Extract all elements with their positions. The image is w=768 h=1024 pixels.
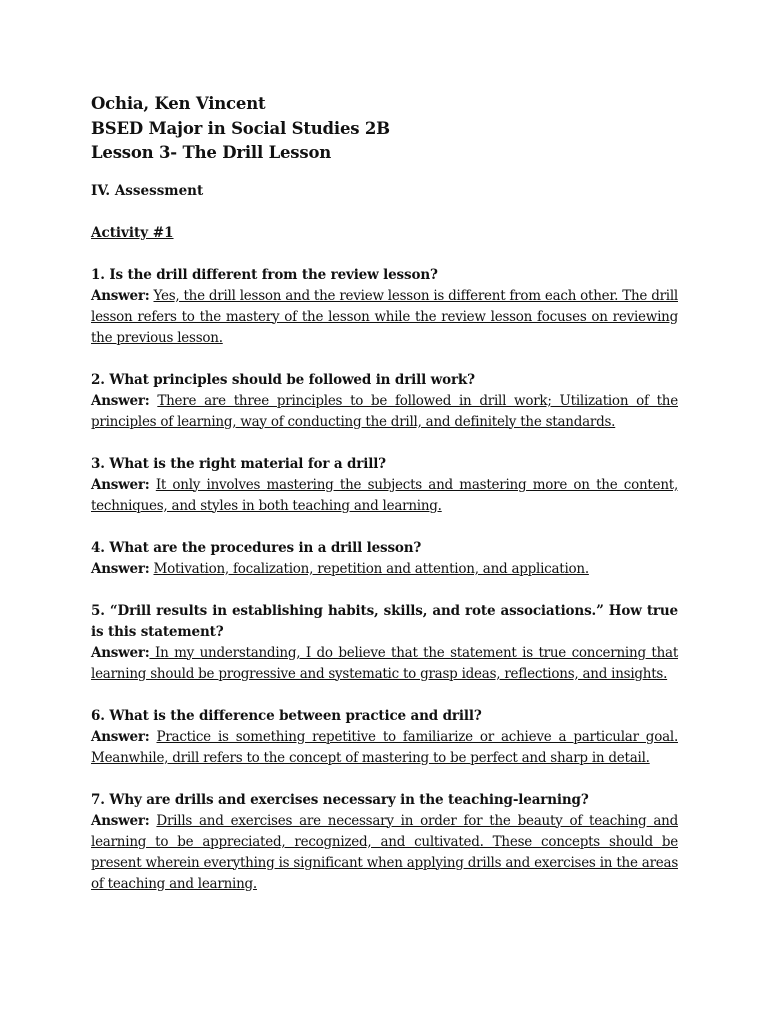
question-text: 3. What is the right material for a drill? [91, 455, 386, 472]
qa-item [91, 601, 678, 685]
answer-text: Drills and exercises are necessary in order for the beauty of teaching and learning to be appreciated, recognized, and cultivated. These concepts should be present wherein everything is significant when applying drills and exercises in the areas of teaching and learning. [91, 812, 678, 892]
question-text: 7. Why are drills and exercises necessary in the teaching-learning? [91, 791, 589, 808]
answer-text: Yes, the drill lesson and the review lesson is different from each other. The drill lesson refers to the mastery of the lesson while the review lesson focuses on reviewing the previous lesson. [91, 287, 678, 346]
question-text: 5. “Drill results in establishing habits, skills, and rote associations.” How true is this statement? [91, 602, 678, 640]
answer-label: Answer: [91, 728, 150, 745]
student-program: BSED Major in Social Studies 2B [91, 118, 390, 138]
qa-item [91, 538, 678, 580]
document-header [91, 92, 678, 166]
qa-item [91, 790, 678, 895]
qa-item [91, 454, 678, 517]
question-text: 6. What is the difference between practice and drill? [91, 707, 482, 724]
answer-label: Answer: [91, 476, 150, 493]
answer-block [91, 643, 678, 685]
answer-text: Practice is something repetitive to familiarize or achieve a particular goal. Meanwhile, drill refers to the concept of mastering to be perfect and sharp in detail. [91, 728, 678, 766]
answer-label: Answer: [91, 392, 150, 409]
qa-item [91, 265, 678, 349]
document-page [91, 92, 678, 895]
answer-label: Answer: [91, 287, 150, 304]
activity-heading: Activity #1 [91, 224, 174, 241]
lesson-title: Lesson 3- The Drill Lesson [91, 143, 332, 162]
answer-text: There are three principles to be followed in drill work; Utilization of the principles of learning, way of conducting the drill, and definitely the standards. [91, 392, 678, 430]
answer-block [91, 475, 678, 517]
answer-block [91, 286, 678, 349]
section-heading: IV. Assessment [91, 182, 204, 199]
answer-text: In my understanding, I do believe that the statement is true concerning that learning should be progressive and systematic to grasp ideas, reflections, and insights. [91, 644, 678, 682]
student-name: Ochia, Ken Vincent [91, 94, 266, 113]
answer-block [91, 811, 678, 895]
question-text: 4. What are the procedures in a drill lesson? [91, 539, 422, 556]
qa-item [91, 370, 678, 433]
answer-block [91, 391, 678, 433]
answer-label: Answer: [91, 644, 150, 661]
answer-text: Motivation, focalization, repetition and attention, and application. [153, 560, 589, 577]
answer-block [91, 727, 678, 769]
answer-label: Answer: [91, 812, 150, 829]
qa-item [91, 706, 678, 769]
answer-text: It only involves mastering the subjects and mastering more on the content, techniques, and styles in both teaching and learning. [91, 476, 678, 514]
question-text: 1. Is the drill different from the review lesson? [91, 266, 438, 283]
answer-label: Answer: [91, 560, 150, 577]
question-text: 2. What principles should be followed in drill work? [91, 371, 475, 388]
answer-block [91, 559, 678, 580]
